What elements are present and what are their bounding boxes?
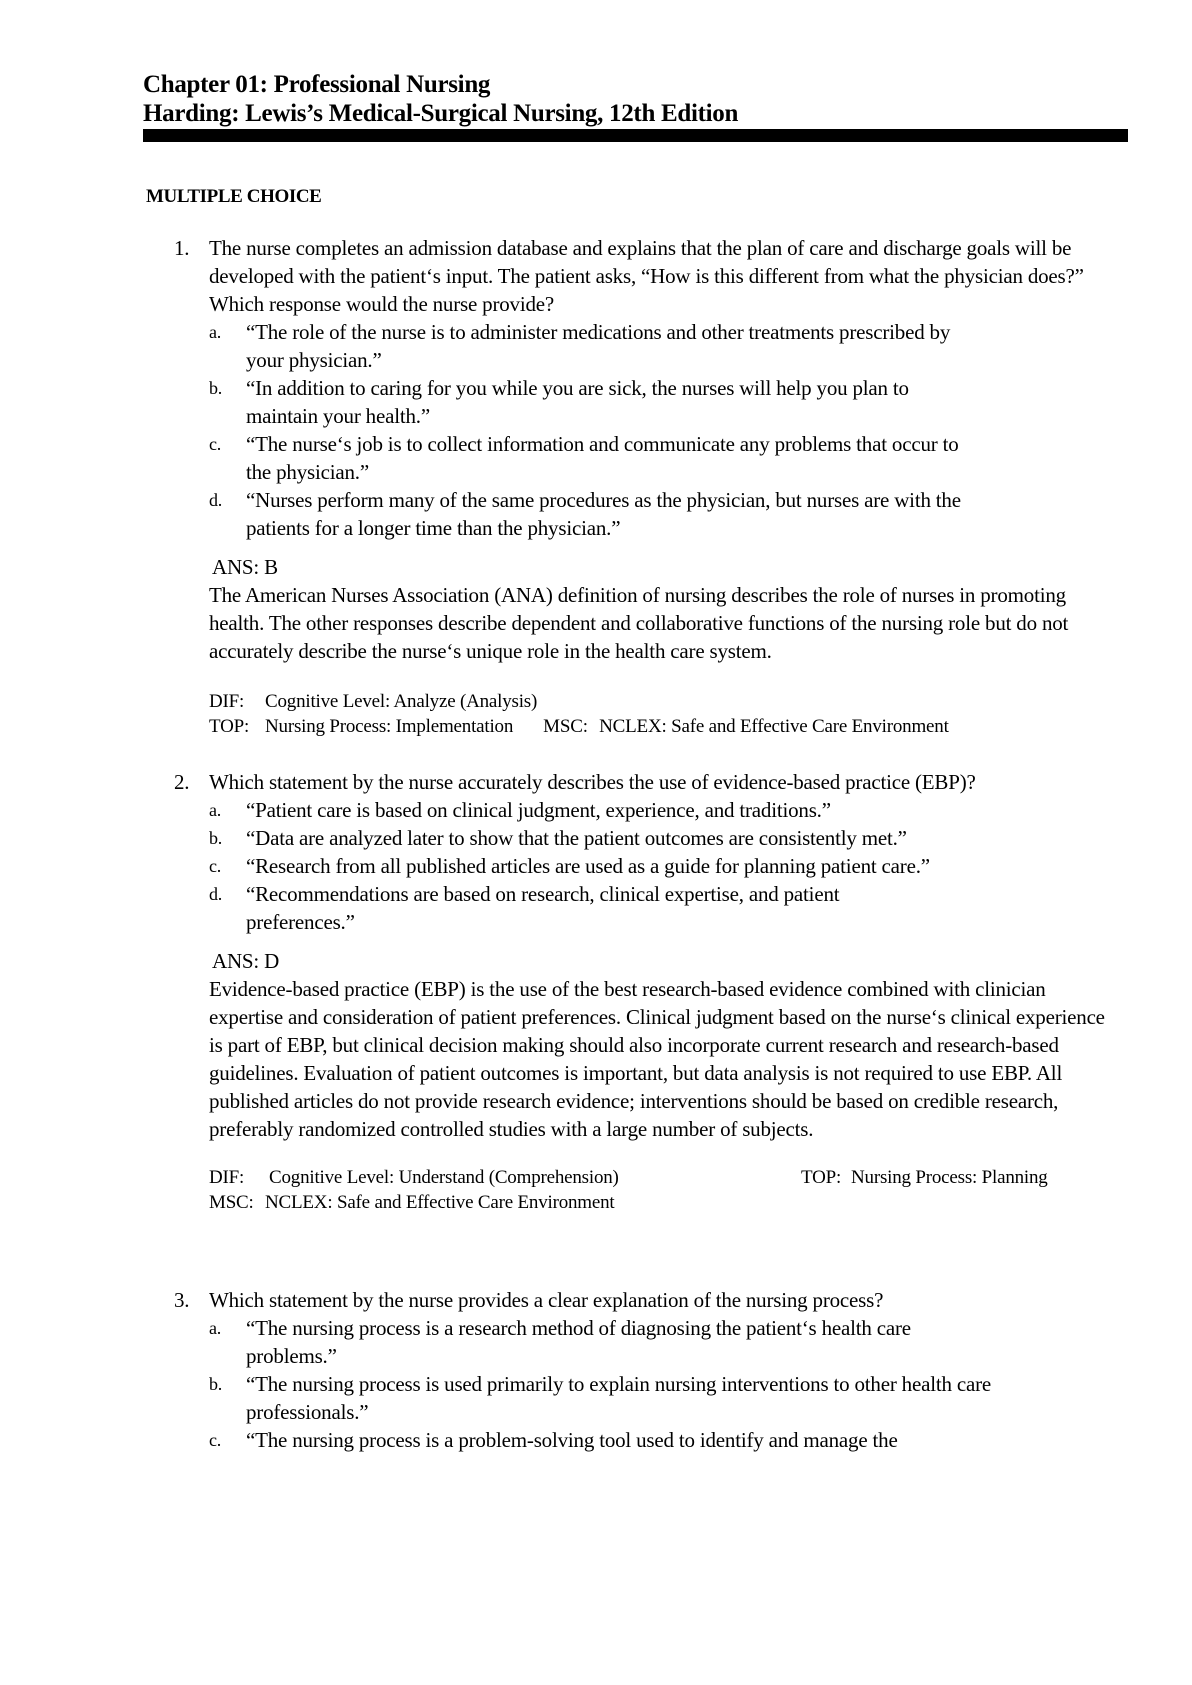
option-label: c. — [209, 1430, 222, 1450]
question-metadata — [209, 1165, 1119, 1215]
option-a — [209, 318, 966, 374]
top-label: TOP: — [209, 716, 250, 737]
question-stem: Which statement by the nurse accurately describes the use of evidence-based practice (EBP)? — [209, 770, 976, 794]
section-title: MULTIPLE CHOICE — [146, 186, 322, 207]
rationale: Evidence-based practice (EBP) is the use of the best research-based evidence combined with clinician expertise and consideration of patient preferences. Clinical judgment based on the nurse‘s clinical experience is part of EBP, but clinical decision making should also incorporate current research and research-based guidelines. Evaluation of patient outcomes is important, but data analysis is not required to use EBP. All published articles do not provide research evidence; interventions should be based on credible research, preferably randomized controlled studies with a large number of subjects. — [209, 977, 1105, 1141]
option-b — [209, 824, 1066, 852]
question-3 — [146, 1286, 1116, 1454]
option-text: “The nursing process is a research method of diagnosing the patient‘s health care problems.” — [246, 1316, 911, 1368]
top-value: Nursing Process: Implementation — [265, 716, 514, 737]
msc-value: NCLEX: Safe and Effective Care Environment — [265, 1192, 615, 1213]
dif-value: Cognitive Level: Analyze (Analysis) — [265, 691, 538, 712]
answer-key: ANS: D — [212, 949, 280, 973]
question-stem: The nurse completes an admission database and explains that the plan of care and discharge goals will be developed with the patient‘s input. The patient asks, “How is this different from what the physician does?” Which response would the nurse provide? — [209, 236, 1084, 316]
dif-label: DIF: — [209, 1167, 245, 1188]
option-c — [209, 852, 1066, 880]
question-number: 3. — [174, 1288, 190, 1312]
option-text: “Data are analyzed later to show that the patient outcomes are consistently met.” — [246, 826, 907, 850]
top-value: Nursing Process: Planning — [851, 1167, 1048, 1188]
question-number: 2. — [174, 770, 190, 794]
option-b — [209, 374, 966, 430]
rationale: The American Nurses Association (ANA) definition of nursing describes the role of nurses in promoting health. The other responses describe dependent and collaborative functions of the nursing role but do not accurately describe the nurse‘s unique role in the health care system. — [209, 583, 1069, 663]
option-text: “Research from all published articles are used as a guide for planning patient care.” — [246, 854, 930, 878]
question-metadata — [209, 689, 1116, 739]
option-label: b. — [209, 828, 223, 848]
option-c — [209, 1426, 1046, 1454]
question-2 — [146, 768, 1116, 1215]
dif-label: DIF: — [209, 691, 245, 712]
question-stem: Which statement by the nurse provides a clear explanation of the nursing process? — [209, 1288, 884, 1312]
option-c — [209, 430, 966, 486]
option-text: “The nurse‘s job is to collect information and communicate any problems that occur to the physician.” — [246, 432, 959, 484]
msc-label: MSC: — [209, 1192, 254, 1213]
dif-value: Cognitive Level: Understand (Comprehension) — [269, 1167, 619, 1188]
option-text: “The nursing process is a problem-solving tool used to identify and manage the — [246, 1428, 898, 1452]
option-label: a. — [209, 800, 222, 820]
msc-value: NCLEX: Safe and Effective Care Environment — [599, 716, 949, 737]
option-a — [209, 1314, 1006, 1370]
option-text: “Patient care is based on clinical judgment, experience, and traditions.” — [246, 798, 831, 822]
chapter-title: Chapter 01: Professional Nursing — [143, 71, 491, 98]
msc-label: MSC: — [543, 716, 588, 737]
option-text: “Recommendations are based on research, clinical expertise, and patient preferences.” — [246, 882, 840, 934]
option-b — [209, 1370, 1006, 1426]
top-label: TOP: — [801, 1167, 842, 1188]
question-number: 1. — [174, 236, 190, 260]
option-label: b. — [209, 1374, 223, 1394]
option-d — [209, 486, 966, 542]
question-1 — [146, 234, 1116, 739]
option-label: a. — [209, 1318, 222, 1338]
option-label: c. — [209, 434, 222, 454]
header-rule — [143, 129, 1128, 142]
option-label: b. — [209, 378, 223, 398]
option-label: d. — [209, 884, 223, 904]
option-label: c. — [209, 856, 222, 876]
option-text: “The nursing process is used primarily to explain nursing interventions to other health care professionals.” — [246, 1372, 991, 1424]
option-label: a. — [209, 322, 222, 342]
option-a — [209, 796, 1066, 824]
option-label: d. — [209, 490, 223, 510]
option-text: “The role of the nurse is to administer medications and other treatments prescribed by your physician.” — [246, 320, 951, 372]
book-title: Harding: Lewis’s Medical-Surgical Nursing, 12th Edition — [143, 100, 739, 127]
answer-key: ANS: B — [212, 555, 278, 579]
option-text: “In addition to caring for you while you are sick, the nurses will help you plan to maintain your health.” — [246, 376, 909, 428]
option-text: “Nurses perform many of the same procedures as the physician, but nurses are with the patients for a longer time than the physician.” — [246, 488, 961, 540]
option-d — [209, 880, 926, 936]
